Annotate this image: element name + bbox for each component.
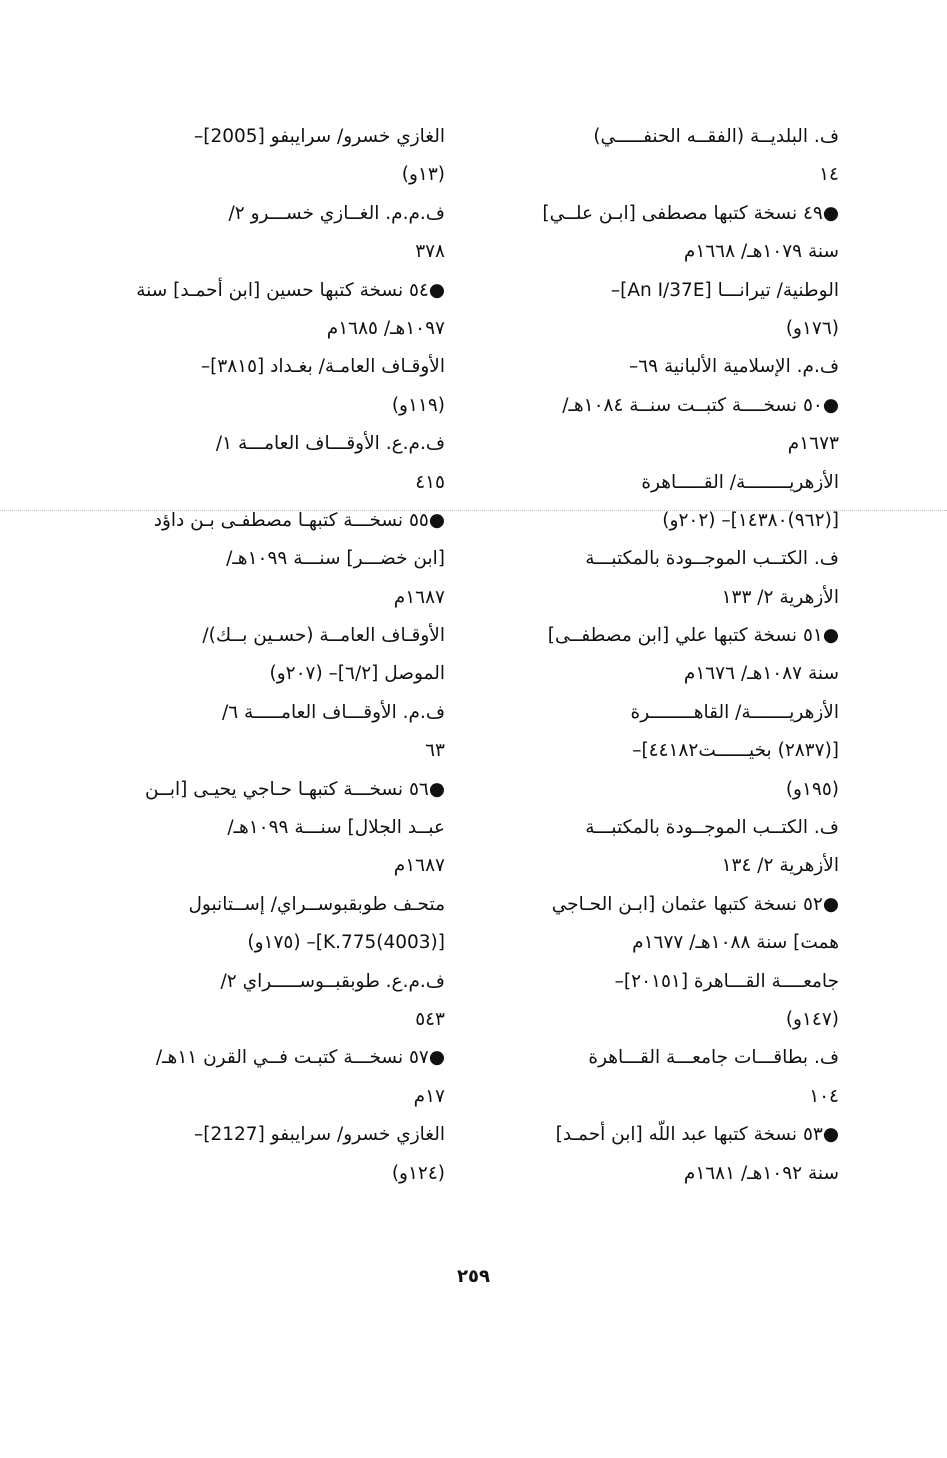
text-line: الغازي خسرو/ سرايبفو [2005]–	[194, 126, 445, 147]
text-line: ●٥٥ نسخـــة كتبهـا مصطفـى بـن داؤد	[153, 509, 445, 531]
text-line: ١٠٩٧هـ/ ١٦٨٥م	[326, 317, 445, 339]
text-line: ١٠٤	[809, 1085, 839, 1107]
text-line: ٤١٥	[415, 471, 445, 493]
text-line: (١١٩و)	[391, 394, 445, 416]
text-line: همت] سنة ١٠٨٨هـ/ ١٦٧٧م	[632, 932, 839, 954]
text-line: عبــد الجلال] سنـــة ١٠٩٩هـ/	[227, 817, 445, 839]
text-line: ●٤٩ نسخة كتبها مصطفى [ابـن علــي]	[542, 202, 839, 224]
page-number: ٢٥٩	[457, 1266, 490, 1287]
text-line: الأزهريــــــــة/ القـــــاهرة	[641, 471, 839, 493]
text-line: الأزهرية ٢/ ١٣٣	[721, 586, 839, 608]
text-line: (١٣و)	[401, 164, 445, 186]
text-line: [(٢٨٣٧) بخيــــــت٤٤١٨٢]–	[632, 740, 839, 762]
text-line: ٥٤٣	[415, 1008, 445, 1030]
text-line: الموصل [٦/٢]– (٢٠٧و)	[269, 663, 445, 685]
text-line: ف.م. الأوقـــاف العامـــــة ٦/	[221, 701, 445, 723]
text-line: سنة ١٠٩٢هـ/ ١٦٨١م	[683, 1162, 839, 1184]
text-line: (١٩٥و)	[785, 778, 839, 800]
right-column	[499, 118, 839, 1193]
text-line: ٣٧٨	[415, 241, 445, 263]
text-line: [ابن خضـــر] سنـــة ١٠٩٩هـ/	[226, 548, 445, 570]
text-line: الأزهرية ٢/ ١٣٤	[721, 855, 839, 877]
text-line: (١٤٧و)	[785, 1008, 839, 1030]
text-line: ف. بطاقـــات جامعـــة القـــاهرة	[588, 1047, 839, 1069]
text-line: (١٢٤و)	[391, 1162, 445, 1184]
text-line: ١٦٨٧م	[393, 855, 445, 877]
text-line: الغازي خسرو/ سرايبفو [2127]–	[194, 1124, 445, 1146]
text-line: ١٧م	[413, 1085, 445, 1107]
text-line: ●٥٣ نسخة كتبها عبد اللّه [ابن أحمـد]	[555, 1124, 839, 1146]
text-line: متحـف طوبقبوســراي/ إســتانبول	[188, 893, 445, 915]
text-line: الوطنية/ تيرانـــا [An I/37E]–	[610, 279, 839, 301]
left-column	[105, 118, 445, 1193]
text-line: ●٥٧ نسخـــة كتبـت فــي القرن ١١هـ/	[155, 1047, 445, 1069]
text-line: ف. الكتــب الموجــودة بالمكتبـــة	[585, 548, 839, 570]
text-line: ف.م.م. الغــازي خســـرو ٢/	[228, 202, 445, 224]
text-line: [(٩٦٢)١٤٣٨٠]– (٢٠٢و)	[662, 509, 839, 531]
text-line: ●٥٢ نسخة كتبها عثمان [ابـن الحـاجي	[551, 893, 839, 915]
text-line: ٦٣	[425, 740, 445, 762]
text-line: ف.م. الإسلامية الألبانية ٦٩–	[629, 356, 839, 378]
text-line: ●٥٦ نسخـــة كتبهـا حـاجي يحيـى [ابــن	[144, 778, 445, 800]
text-line: الأزهريـــــــة/ القاهــــــــرة	[630, 701, 839, 723]
text-line: ١٤	[819, 164, 839, 186]
text-line: ●٥٠ نسخــــة كتبــت سنــة ١٠٨٤هـ/	[562, 394, 839, 416]
text-line: الأوقـاف العامـة/ بغـداد [٣٨١٥]–	[200, 356, 445, 378]
text-line: سنة ١٠٨٧هـ/ ١٦٧٦م	[683, 663, 839, 685]
text-line: ١٦٧٣م	[787, 433, 839, 455]
text-line: ف.م.ع. طوبقبــوســـــراي ٢/	[220, 970, 445, 992]
text-line: ●٥١ نسخة كتبها علي [ابن مصطفــى]	[547, 625, 839, 647]
text-line: ف. الكتــب الموجــودة بالمكتبـــة	[585, 817, 839, 839]
text-line: ●٥٤ نسخة كتبها حسين [ابن أحمـد] سنة	[136, 279, 445, 301]
text-line: سنة ١٠٧٩هـ/ ١٦٦٨م	[683, 241, 839, 263]
text-line: ف. البلديــة (الفقــه الحنفـــــي)	[593, 126, 839, 147]
text-line: ف.م.ع. الأوقـــاف العامـــة ١/	[215, 433, 445, 455]
text-line: (١٧٦و)	[785, 317, 839, 339]
text-line: جامعــــة القـــاهرة [٢٠١٥١]–	[614, 970, 839, 992]
text-line: ١٦٨٧م	[393, 586, 445, 608]
text-line: [K.775(4003)]– (١٧٥و)	[247, 932, 445, 954]
text-line: الأوقـاف العامــة (حسـين بــك)/	[202, 625, 445, 647]
